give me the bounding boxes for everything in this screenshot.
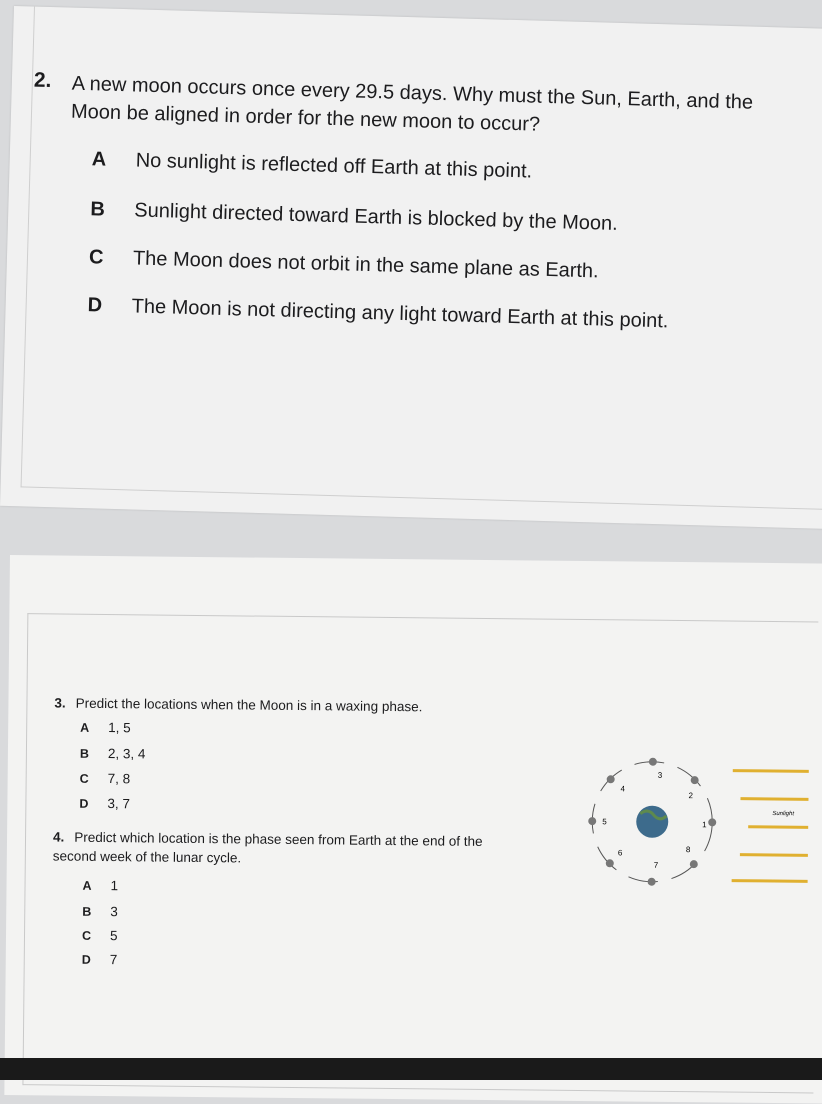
option-text: 1 <box>110 878 119 894</box>
position-label-5: 5 <box>602 817 607 827</box>
q3-option-c[interactable] <box>80 771 131 787</box>
question-number: 3. <box>54 695 66 711</box>
option-letter: C <box>88 246 104 269</box>
position-label-7: 7 <box>653 860 659 870</box>
option-text: The Moon does not orbit in the same plane as Earth. <box>132 247 599 283</box>
q4-option-c[interactable] <box>82 928 118 943</box>
question-number: 2. <box>33 68 52 93</box>
q4-option-a[interactable] <box>82 878 118 893</box>
option-letter: C <box>79 771 89 786</box>
option-letter: D <box>79 796 89 811</box>
q3-option-b[interactable] <box>80 746 146 762</box>
desk-edge <box>0 1058 822 1080</box>
option-letter: A <box>82 878 92 893</box>
sunlight-arrow-icon <box>732 881 808 882</box>
q3-option-a[interactable] <box>80 720 131 736</box>
option-letter: B <box>90 198 106 221</box>
position-label-8: 8 <box>685 845 691 855</box>
worksheet-page-top <box>0 6 822 529</box>
option-text: 1, 5 <box>108 720 131 736</box>
option-text: 7 <box>109 952 118 968</box>
option-text: Sunlight directed toward Earth is blocked by the Moon. <box>134 199 619 235</box>
worksheet-page-bottom <box>4 555 822 1104</box>
sunlight-arrow-icon <box>748 827 808 828</box>
option-letter: D <box>81 952 91 967</box>
sunlight-label: Sunlight <box>772 810 795 818</box>
sunlight-arrow-icon <box>740 799 808 800</box>
moon-icon <box>708 818 716 826</box>
option-letter: B <box>82 904 92 919</box>
moon-icon <box>649 758 657 766</box>
option-text: 7, 8 <box>107 771 131 787</box>
option-text: The Moon is not directing any light toward Earth at this point. <box>131 295 669 333</box>
position-label-3: 3 <box>657 770 663 780</box>
question-stem: A new moon occurs once every 29.5 days. Why must the Sun, Earth, and the Moon be aligned in order for the new moon to occur? <box>70 72 754 136</box>
option-text: 2, 3, 4 <box>107 746 146 762</box>
option-text: 3, 7 <box>107 796 131 812</box>
question-number: 4. <box>52 829 65 845</box>
q3-option-d[interactable] <box>79 796 130 812</box>
option-letter: C <box>81 928 92 943</box>
position-label-6: 6 <box>617 848 623 858</box>
question-4 <box>53 827 523 870</box>
option-text: 5 <box>109 928 118 944</box>
earth-icon <box>636 806 668 838</box>
option-text: No sunlight is reflected off Earth at this point. <box>135 149 533 183</box>
position-label-2: 2 <box>688 791 694 801</box>
moon-phase-diagram <box>571 751 813 904</box>
q4-option-d[interactable] <box>82 952 118 967</box>
position-label-1: 1 <box>702 820 707 830</box>
option-letter: A <box>91 148 107 171</box>
option-letter: B <box>79 746 90 761</box>
option-text: 3 <box>110 904 118 920</box>
q4-option-b[interactable] <box>82 904 118 919</box>
option-letter: D <box>87 294 103 317</box>
question-stem: Predict the locations when the Moon is in a waxing phase. <box>75 695 423 715</box>
sunlight-arrow-icon <box>733 771 809 772</box>
question-stem: Predict which location is the phase seen from Earth at the end of the second week of the lunar cycle. <box>52 829 483 866</box>
option-letter: A <box>80 720 90 735</box>
sunlight-arrow-icon <box>740 855 808 856</box>
moon-icon <box>588 817 596 825</box>
sunlight-arrows <box>732 771 809 882</box>
moon-icon <box>648 878 656 886</box>
position-label-4: 4 <box>620 784 626 794</box>
